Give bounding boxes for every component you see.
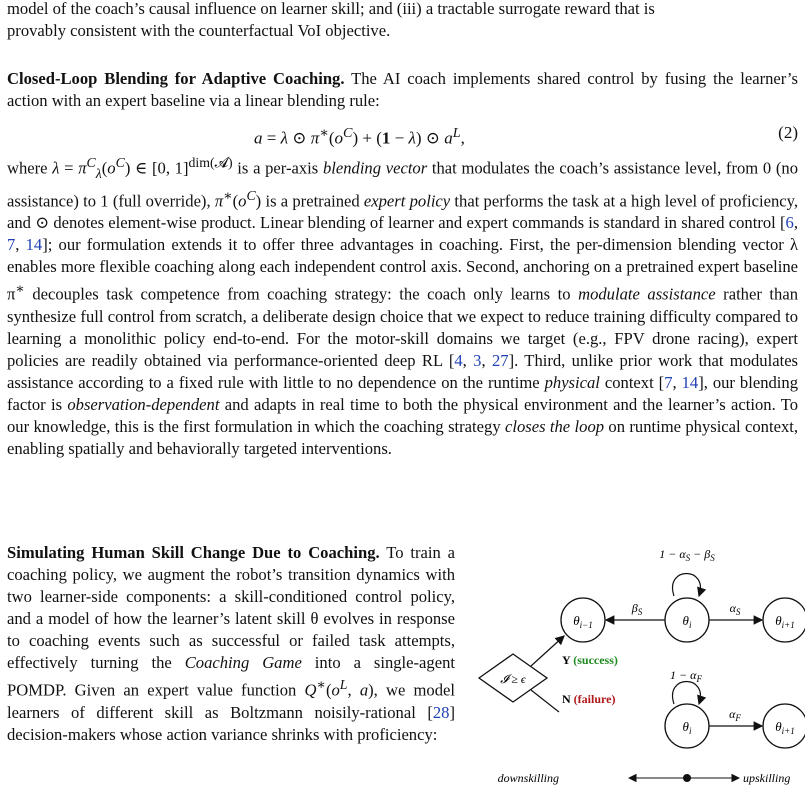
term-blending-vector: blending vector — [322, 158, 428, 178]
branch-yes — [531, 636, 564, 666]
decision-label: 𝓘 ≥ ϵ — [500, 672, 526, 686]
blending-body-paragraph: where $\lambda = \pi^C_\lambda(o^C)$ ∈ [0, 1]$^{dim(𝓐)}$ is a per-axis blending vector that modulates the coach’s assistance level, from 0 (no assistance) to 1 (full override), $\pi^∗(o^C)$ is a pretrained expert policy that performs the task at a high level of proficiency, and ⊙ denotes element-wise product. Linear blending of learner and expert commands is standard in shared control [6, 7, 14]; our formulation extends it to offer three advantages in coaching. First, the per-dimension blending vector λ enables more flexible coaching along each independent control axis. Second, anchoring on a pretrained expert baseline π∗ decouples task competence from coaching strategy: the coach only learns to modulate assistance rather than synthesize full control from scratch, a deliberate design choice that we expect to reduce training difficulty compared to learning a monolithic policy end-to-end. For the motor-skill domains we target (e.g., FPV drone racing), expert policies are readily obtained via performance-oriented deep RL [4, 3, 27]. Third, unlike prior work that modulates assistance according to a fixed rule with little to no dependence on the runtime physical context [7, 14], our blending factor is observation-dependent and adapts in real time to both the physical environment and the learner’s action. To our knowledge, this is the first formulation in which the coaching strategy closes the loop on runtime physical context, enabling spatially and behaviorally targeted interventions. — [7, 155, 799, 458]
label-alpha-f: $\alpha_F$ — [729, 707, 741, 723]
text-span: on runtime physical context, enabling spatially and behaviorally targeted interventions. — [7, 416, 798, 458]
text-span: and adapts in real time to both the physical environment and the learner’s action. To our knowledge, this is the first formulation in which the coaching strategy — [7, 394, 798, 436]
intro-line-2: provably consistent with the counterfactual VoI objective. — [7, 21, 391, 40]
citation-27[interactable]: 27 — [491, 350, 509, 370]
citation-14[interactable]: 14 — [25, 235, 43, 255]
text-span: is a per-axis — [232, 158, 323, 178]
skill-transition-diagram — [469, 536, 805, 792]
text-span: is a pretrained — [261, 191, 364, 211]
label-no: N (failure) — [562, 692, 616, 706]
citation-6[interactable]: 6 — [785, 213, 794, 233]
label-downskilling: downskilling — [497, 771, 559, 785]
text-span: decouples task competence from coaching strategy: the coach only learns to — [24, 284, 579, 304]
node-label-theta-i-top: $\theta_i$ — [682, 613, 692, 630]
intro-line-1: model of the coach’s causal influence on learner skill; and (iii) a tractable surrogate reward that is — [7, 0, 655, 18]
text-span: context [ — [599, 372, 665, 392]
section-heading-blending: Closed-Loop Blending for Adaptive Coaching. — [7, 69, 345, 88]
equation-body: a = λ ⊙ $\pi^∗(o^C) + (1 - \lambda)$ ⊙ $a^L$, — [254, 125, 465, 148]
text-span: that performs the task at a high level of proficiency, and ⊙ denotes element-wise product. Linear blending of learner and expert commands is standard in shared control [ — [7, 191, 799, 233]
node-label-theta-i-plus-1-top: $\theta_{i+1}$ — [775, 613, 795, 630]
section-simulation — [7, 542, 455, 746]
top-loop-label: $1 - \alpha_S - \beta_S$ — [659, 547, 715, 563]
text-span: ]. Third, unlike prior work that modulates assistance according to a fixed rule with little to no dependence on the runtime — [7, 350, 799, 392]
bottom-loop-label: $1 - \alpha_F$ — [670, 668, 702, 684]
equation-number: (2) — [778, 123, 798, 142]
term-expert-policy: expert policy — [363, 191, 451, 211]
text-span: ], our blending factor is — [7, 372, 798, 414]
text-span: , we model learners of different skill as Boltzmann noisily-rational [ — [7, 680, 455, 722]
citation-28[interactable]: 28 — [432, 702, 450, 722]
node-label-theta-i-plus-1-bottom: $\theta_{i+1}$ — [775, 719, 795, 736]
text-span: where — [7, 158, 53, 178]
text-span: ]; our formulation extends it to offer three advantages in coaching. First, the per-dimension blending vector λ enables more flexible coaching along each independent control axis. Second, anchoring on a pretrained expert baseline π — [7, 235, 799, 304]
term-modulate-assistance: modulate assistance — [578, 284, 716, 304]
blending-lead-paragraph — [7, 68, 798, 112]
term-physical: physical — [544, 372, 600, 392]
bottom-self-loop — [673, 682, 701, 705]
simulation-paragraph: Simulating Human Skill Change Due to Coaching. To train a coaching policy, we augment the robot’s transition dynamics with two learner-side components: a skill-conditioned control policy, and a model of how the learner’s latent skill θ evolves in response to coaching events such as successful or failed task attempts, effectively turning the Coaching Game into a single-agent POMDP. Given an expert value function $Q^∗(o^L$, a), we model learners of different skill as Boltzmann noisily-rational [28] decision-makers whose action variance shrinks with proficiency: — [7, 543, 455, 744]
branch-no — [531, 690, 559, 712]
equation-2 — [7, 116, 798, 150]
section-blending — [7, 68, 798, 460]
term-observation-dependent: observation-dependent — [67, 394, 220, 414]
text-span: ] decision-makers whose action variance shrinks with proficiency: — [7, 702, 455, 744]
top-self-loop — [673, 574, 701, 597]
text-span: into a single-agent POMDP. Given an expert value function — [7, 653, 455, 700]
node-label-theta-i-bottom: $\theta_i$ — [682, 719, 692, 736]
citation-4[interactable]: 4 — [454, 350, 463, 370]
citation-14b[interactable]: 14 — [681, 372, 699, 392]
label-yes: Y (success) — [562, 653, 618, 667]
blending-lead-text: The AI coach implements shared control by fusing the learner’s action with an expert baseline via a linear blending rule: — [7, 69, 798, 110]
text-span: To train a coaching policy, we augment the robot’s transition dynamics with two learner-side components: a skill-conditioned control policy, and a model of how the learner’s latent skill θ evolves in response to coaching events such as successful or failed task attempts, effectively turning the — [7, 543, 455, 672]
section-heading-simulation: Simulating Human Skill Change Due to Coaching. — [7, 543, 380, 562]
label-beta-s: $\beta_S$ — [631, 601, 643, 617]
citation-7b[interactable]: 7 — [664, 372, 673, 392]
node-label-theta-i-minus-1: $\theta_{i-1}$ — [573, 613, 593, 630]
term-closes-the-loop: closes the loop — [504, 416, 605, 436]
term-coaching-game: Coaching Game — [184, 653, 302, 672]
citation-3[interactable]: 3 — [473, 350, 482, 370]
text-span: rather than synthesize full control from scratch, a deliberate design choice that we expect to reduce training difficulty compared to learning a monolithic policy end-to-end. For the motor-skill domains we target (e.g., FPV drone racing), expert policies are readily obtained via performance-oriented deep RL [ — [7, 284, 798, 370]
text-span: that modulates the coach’s assistance level, from 0 (no assistance) to 1 (full override), — [7, 158, 799, 211]
citation-7[interactable]: 7 — [7, 235, 16, 255]
axis-center-dot — [683, 774, 691, 782]
label-upskilling: upskilling — [743, 771, 791, 785]
label-alpha-s: $\alpha_S$ — [729, 601, 741, 617]
